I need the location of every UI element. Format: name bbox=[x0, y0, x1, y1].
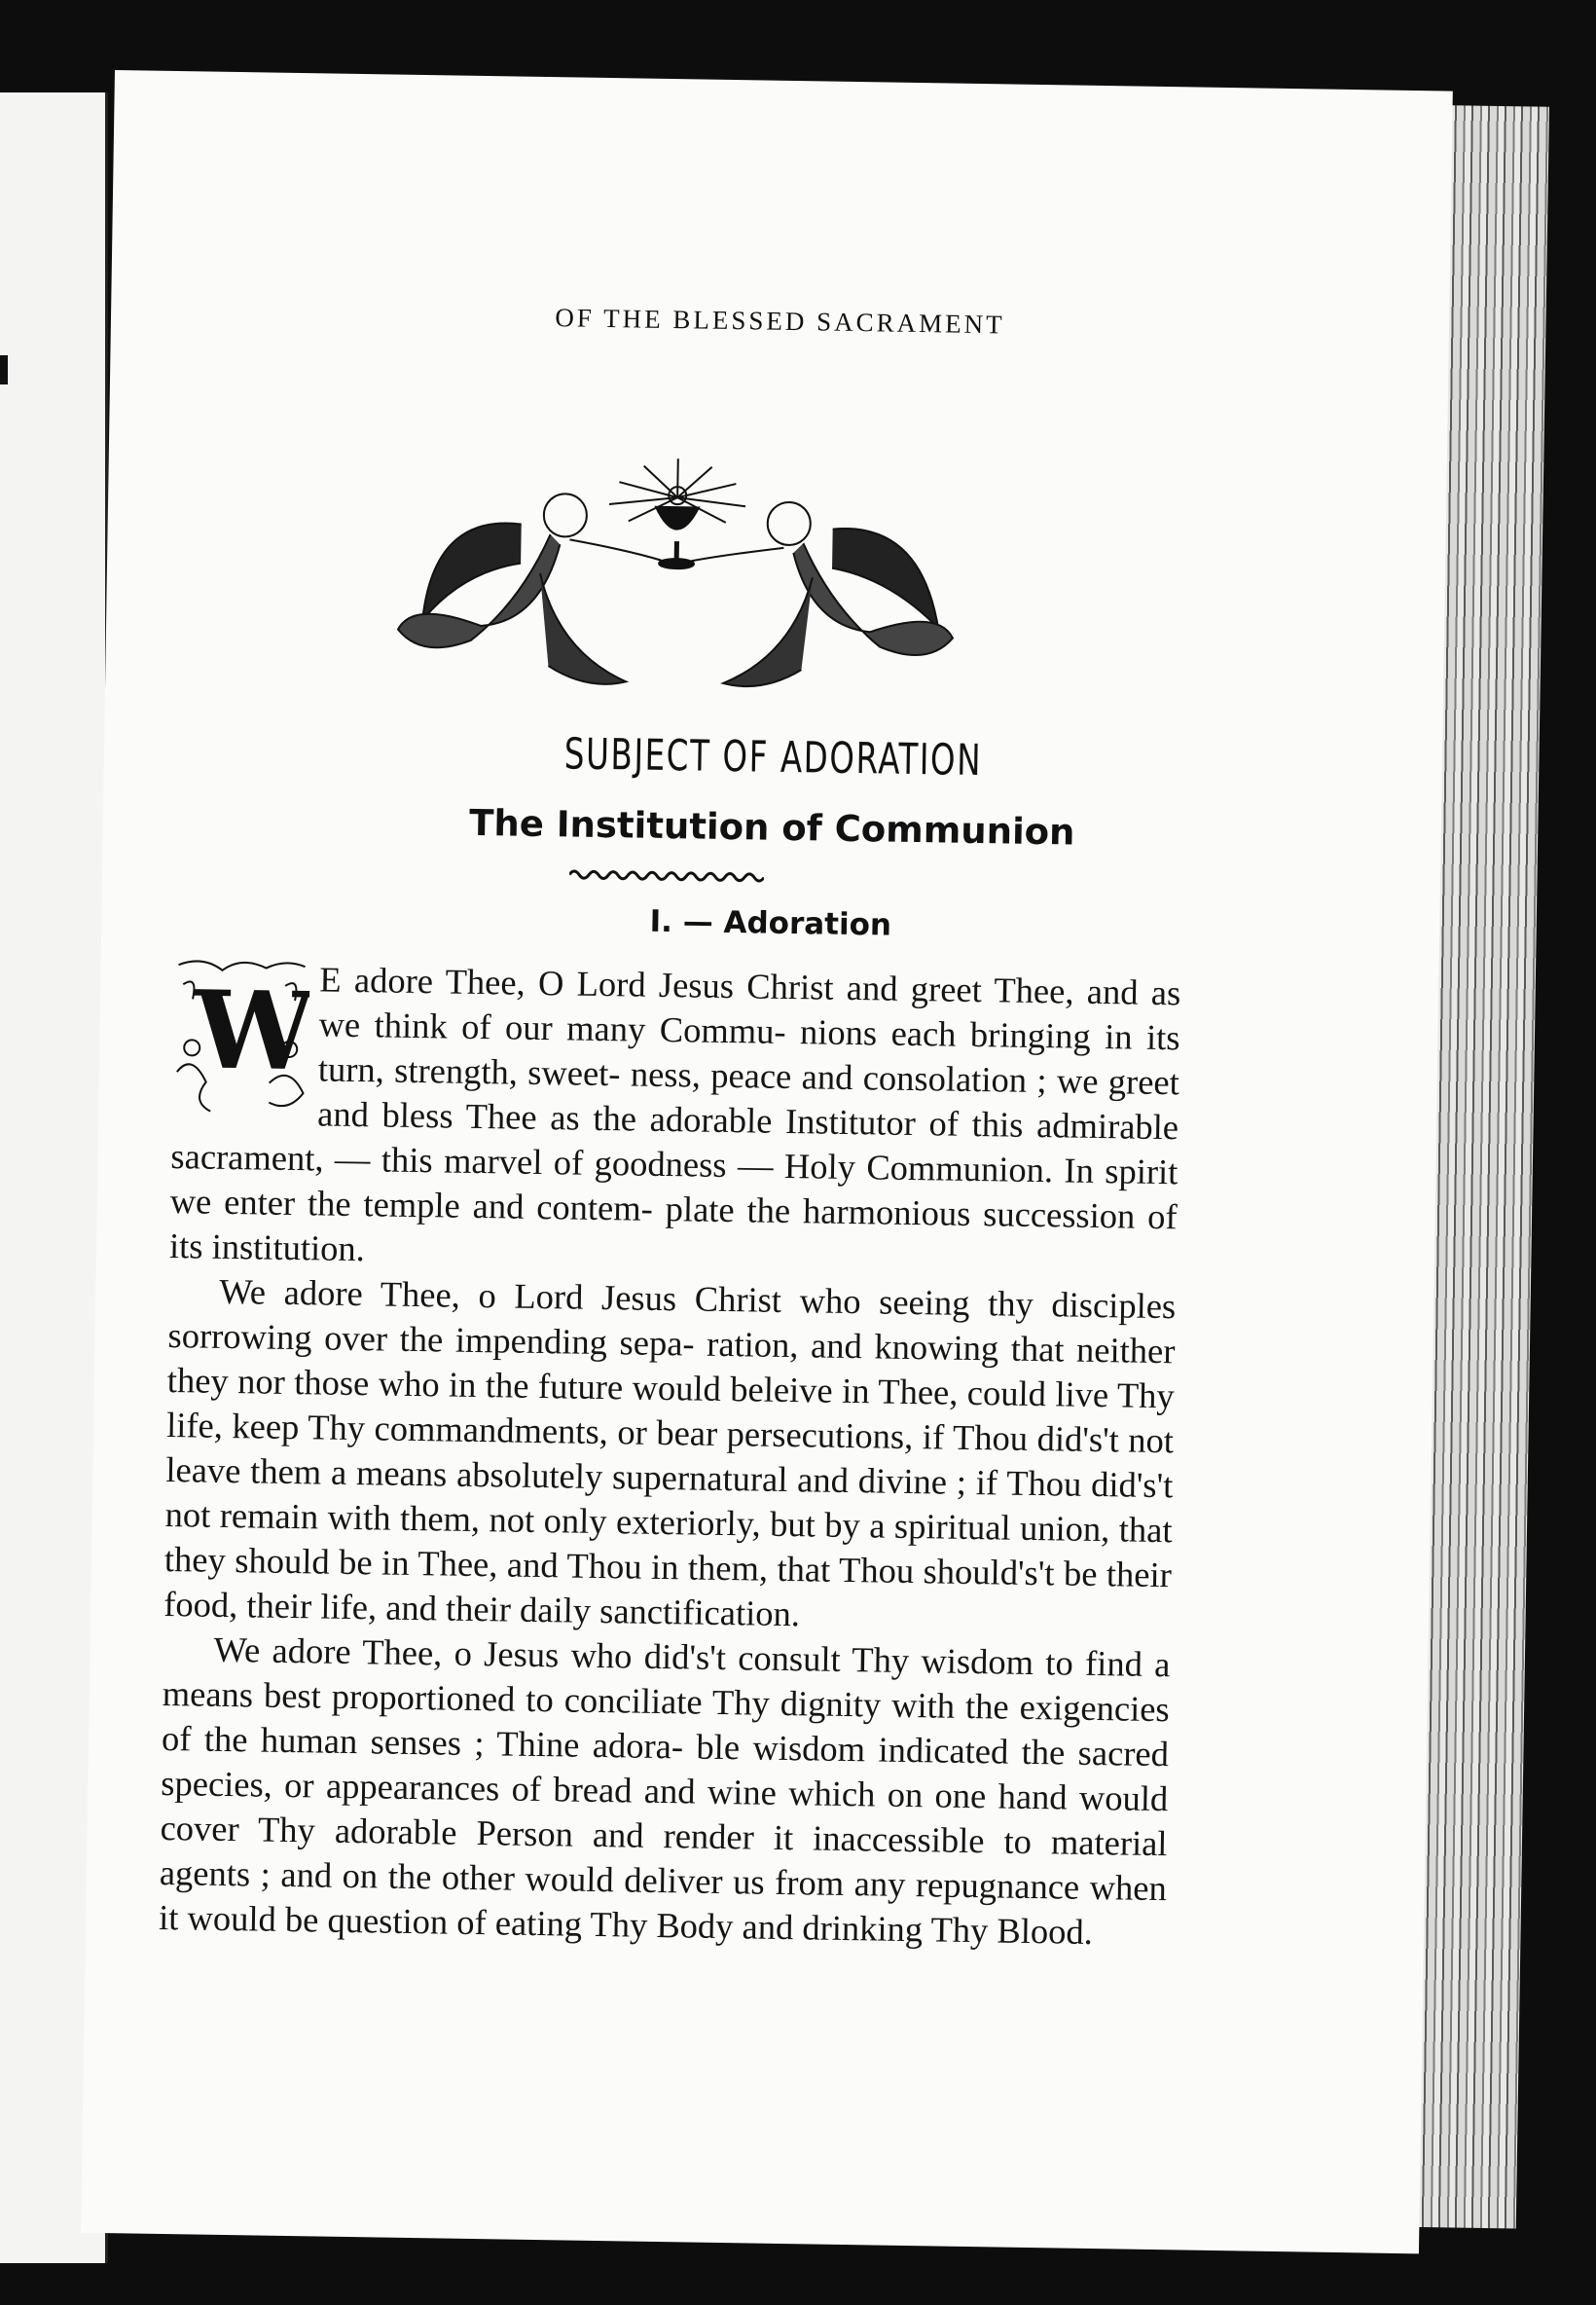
drop-cap-ornament bbox=[171, 955, 320, 1132]
section-heading: I. — Adoration bbox=[649, 903, 892, 943]
paragraph: We adore Thee, o Lord Jesus Christ who seeing thy disciples sorrowing over the impending sepa- ration, and knowing that neither they nor those who in the future would beleive in Thee, could live Thy life, keep Thy commandments, or bear persecutions, if Thou did's't not leave them a means absolutely supernatural and divine ; if Thou did's't not remain with them, not only exteriorly, but by a spiritual union, that they should be in Thee, and Thou in them, that Thou should's't be their food, their life, and their daily sanctification. bbox=[163, 1270, 1177, 1634]
book-page bbox=[81, 70, 1453, 2253]
drop-cap-letter: W bbox=[193, 967, 310, 1095]
running-head: OF THE BLESSED SACRAMENT bbox=[555, 303, 1005, 340]
angels-chalice-vignette bbox=[392, 455, 961, 707]
decorative-rule bbox=[569, 867, 764, 884]
paragraph: E adore Thee, O Lord Jesus Christ and greet Thee, and as we think of our many Commu- nions each bringing in its turn, strength, sweet- ness, peace and consolation ; we greet and bless Thee as the adorable Institutor of this admirable sacrament, — this marvel of goodness — Holy Communion. In spirit we enter the temple and contem- plate the harmonious succession of its institution. bbox=[168, 959, 1181, 1269]
page-title: SUBJECT OF ADORATION bbox=[563, 729, 983, 787]
paragraph: We adore Thee, o Jesus who did's't consult Thy wisdom to find a means best proportioned to conciliate Thy dignity with the exigencies of the human senses ; Thine adora- ble wisdom indicated the sacred species, or appearances of bread and wine which on one hand would cover Thy adorable Person and render it inaccessible to material agents ; and on the other would deliver us from any repugnance when it would be question of eating Thy Body and drinking Thy Blood. bbox=[158, 1628, 1171, 1953]
page-subtitle: The Institution of Communion bbox=[468, 801, 1075, 854]
body-text bbox=[159, 955, 1181, 1956]
